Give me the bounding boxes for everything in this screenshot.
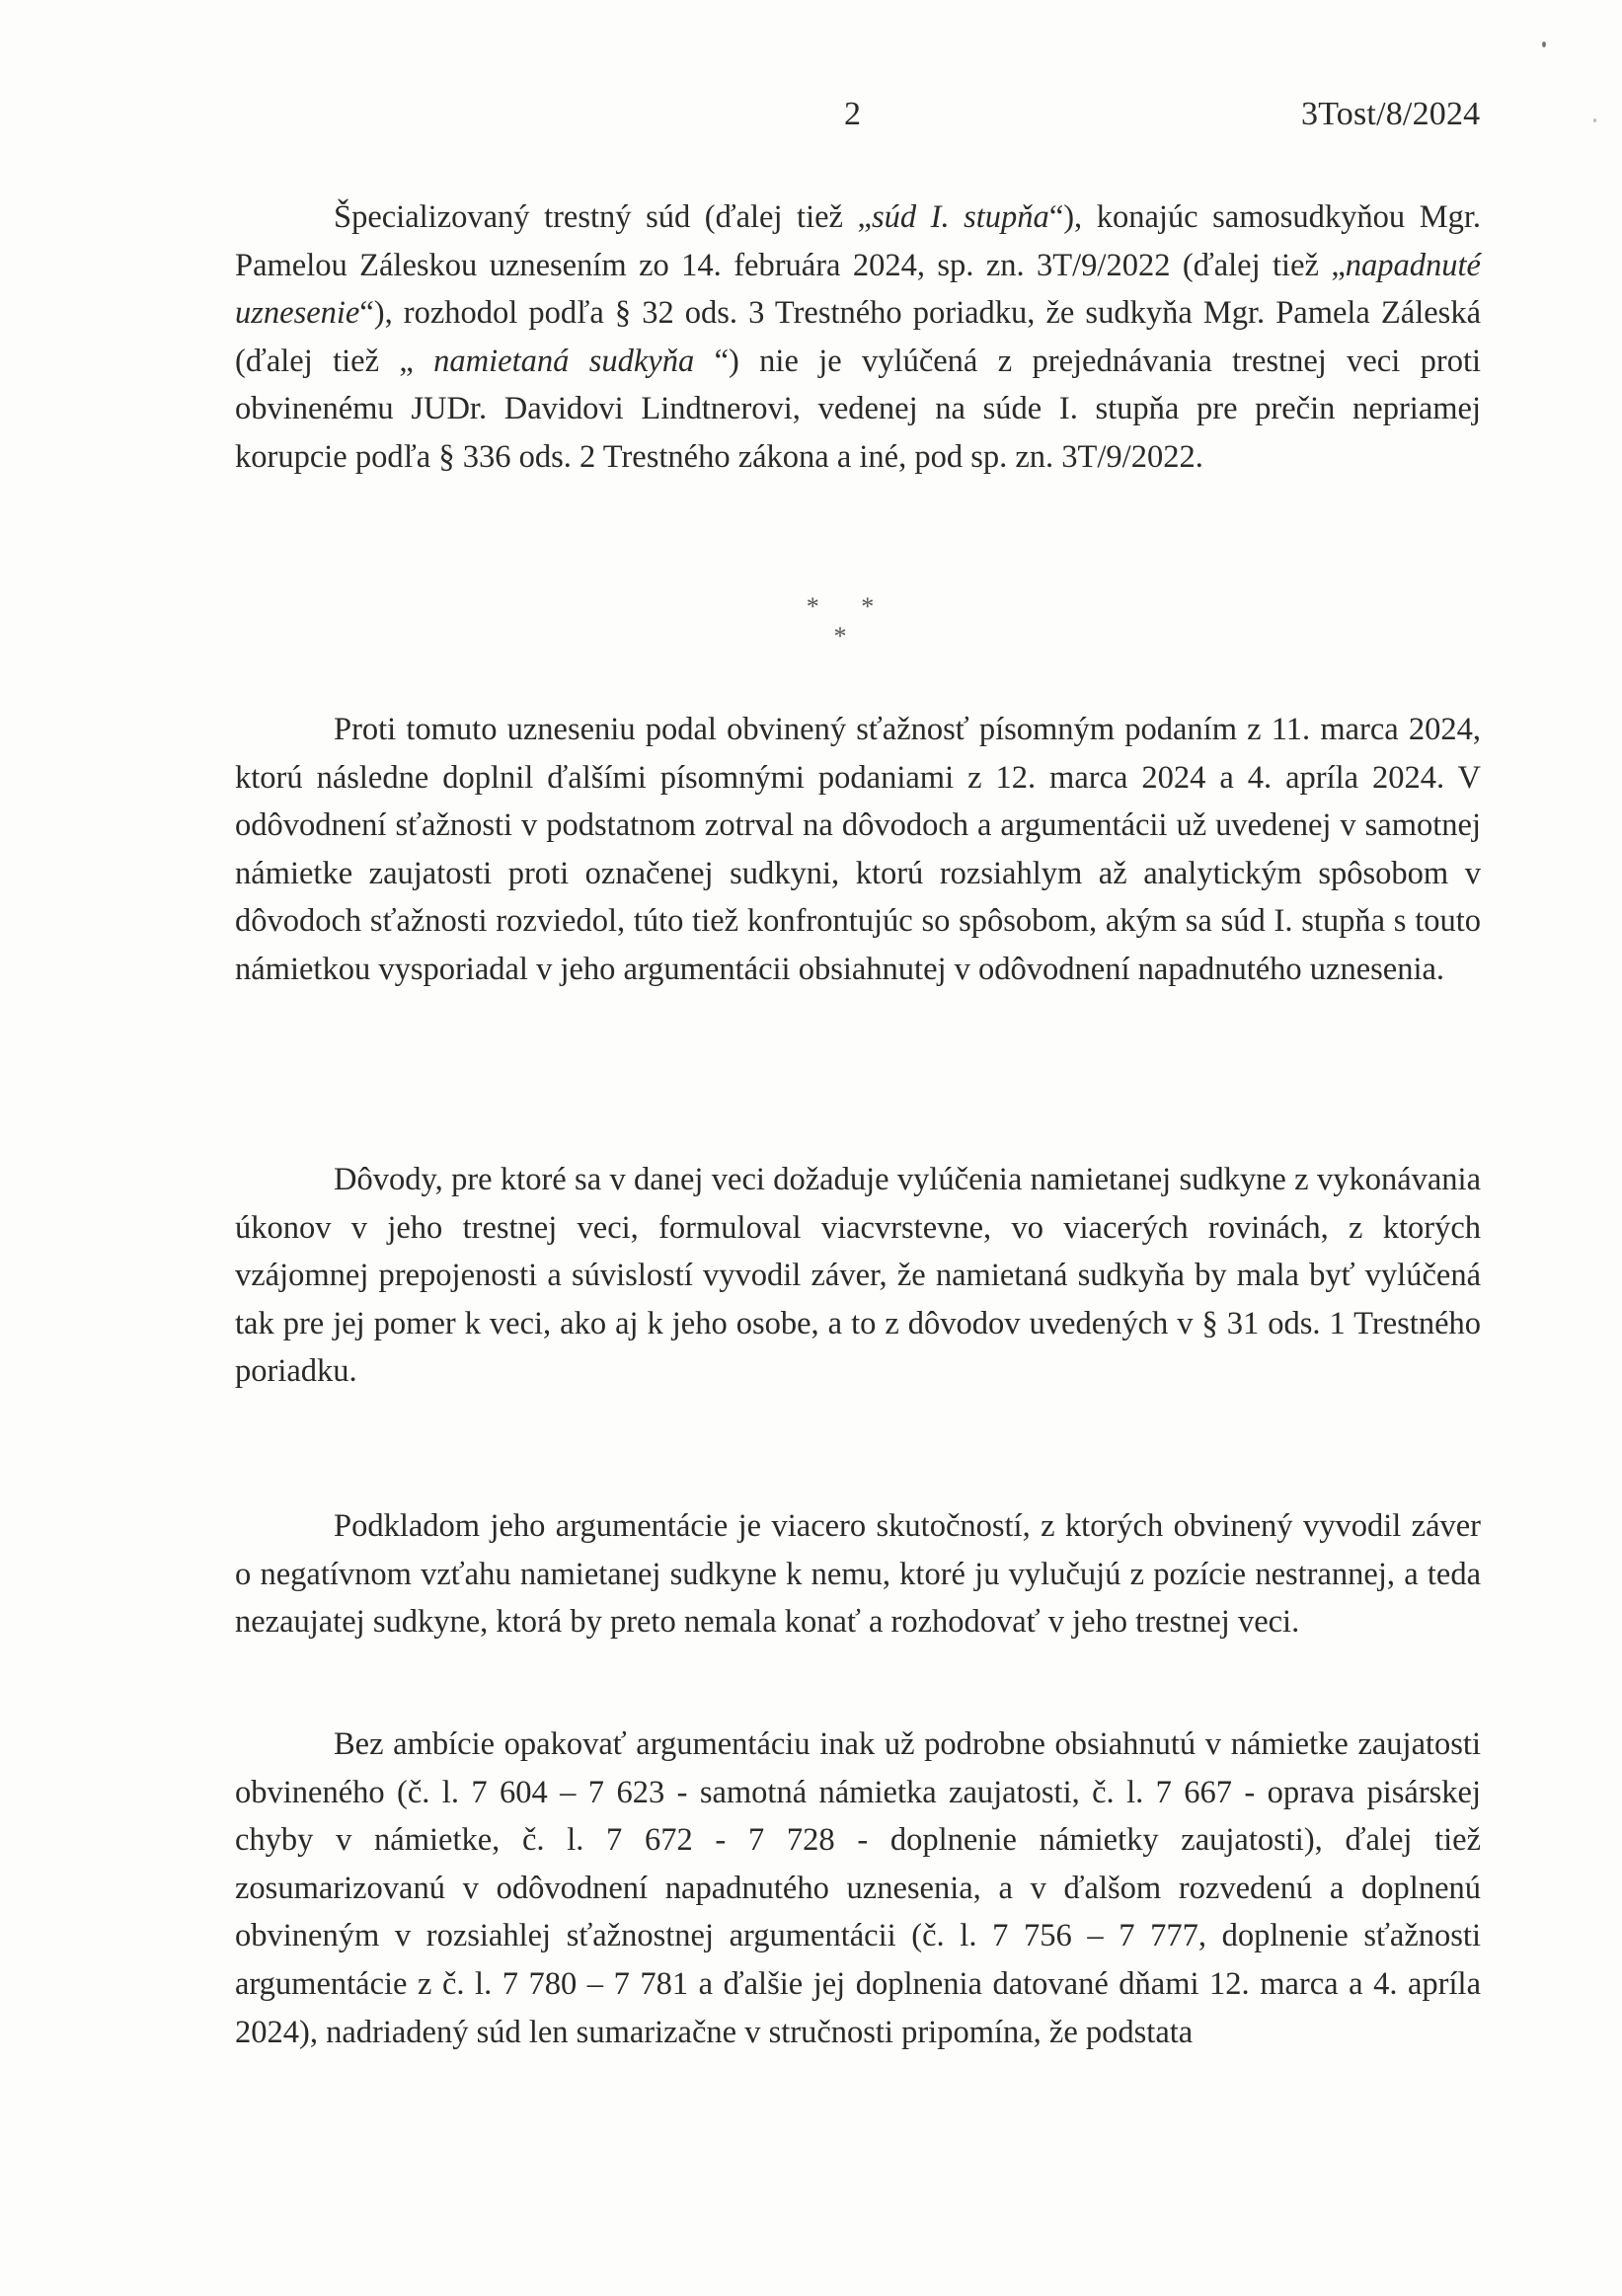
page-number: 2 <box>844 96 861 132</box>
italic-term: súd I. stupňa <box>871 199 1049 235</box>
section-separator: * * * <box>806 592 892 651</box>
paragraph-complaint: Proti tomuto uzneseniu podal obvinený sťažnosť písomným podaním z 11. marca 2024, ktorú následne doplnil ďalšími písomnými podaniami z 12. marca 2024 a 4. apríla 2024. V odôvodnení sťažnosti v podstatnom zotrval na dôvodoch a argumentácii už uvedenej v samotnej námietke zaujatosti proti označenej sudkyni, ktorú rozsiahlym až analytickým spôsobom v dôvodoch sťažnosti rozviedol, túto tiež konfrontujúc so spôsobom, akým sa súd I. stupňa s touto námietkou vysporiadal v jeho argumentácii obsiahnutej v odôvodnení napadnutého uznesenia. <box>235 712 1481 987</box>
paragraph-decision-summary: Špecializovaný trestný súd (ďalej tiež „súd I. stupňa“), konajúc samosudkyňou Mgr. Pamelou Záleskou uznesením zo 14. februára 2024, sp. zn. 3T/9/2022 (ďalej tiež „napadnuté uznesenie“), rozhodol podľa § 32 ods. 3 Trestného poriadku, že sudkyňa Mgr. Pamela Záleská (ďalej tiež „ namietaná sudkyňa “) nie je vylúčená z prejednávania trestnej veci proti obvinenému JUDr. Davidovi Lindtnerovi, vedenej na súde I. stupňa pre prečin nepriamej korupcie podľa § 336 ods. 2 Trestného zákona a iné, pod sp. zn. 3T/9/2022. <box>235 199 1481 475</box>
file-reference: 3Tost/8/2024 <box>1301 96 1481 132</box>
paragraph-grounds: Dôvody, pre ktoré sa v danej veci dožaduje vylúčenia namietanej sudkyne z vykonávania úkonov v jeho trestnej veci, formuloval viacvrstevne, vo viacerých rovinách, z ktorých vzájomnej prepojenosti a súvislostí vyvodil záver, že namietaná sudkyňa by mala byť vylúčená tak pre jej pomer k veci, ako aj k jeho osobe, a to z dôvodov uvedených v § 31 ods. 1 Trestného poriadku. <box>235 1162 1481 1390</box>
paragraph-basis: Podkladom jeho argumentácie je viacero skutočností, z ktorých obvinený vyvodil záver o negatívnom vzťahu namietanej sudkyne k nemu, ktoré ju vylučujú z pozície nestrannej, a teda nezaujatej sudkyne, ktorá by preto nemala konať a rozhodovať v jeho trestnej veci. <box>235 1508 1481 1641</box>
scan-speck <box>1593 118 1596 122</box>
scan-speck <box>1542 41 1546 47</box>
italic-term: napadnuté uznesenie <box>235 247 1481 332</box>
italic-term: namietaná sudkyňa <box>413 343 715 379</box>
paragraph-summary: Bez ambície opakovať argumentáciu inak už podrobne obsiahnutú v námietke zaujatosti obvineného (č. l. 7 604 – 7 623 - samotná námietka zaujatosti, č. l. 7 667 - oprava pisárskej chyby v námietke, č. l. 7 672 - 7 728 - doplnenie námietky zaujatosti), ďalej tiež zosumarizovanú v odôvodnení napadnutého uznesenia, a v ďalšom rozvedenú a doplnenú obvineným v rozsiahlej sťažnostnej argumentácii (č. l. 7 756 – 7 777, doplnenie sťažnosti argumentácie z č. l. 7 780 – 7 781 a ďalšie jej doplnenia datované dňami 12. marca a 4. apríla 2024), nadriadený súd len sumarizačne v stručnosti pripomína, že podstata <box>235 1726 1481 2050</box>
